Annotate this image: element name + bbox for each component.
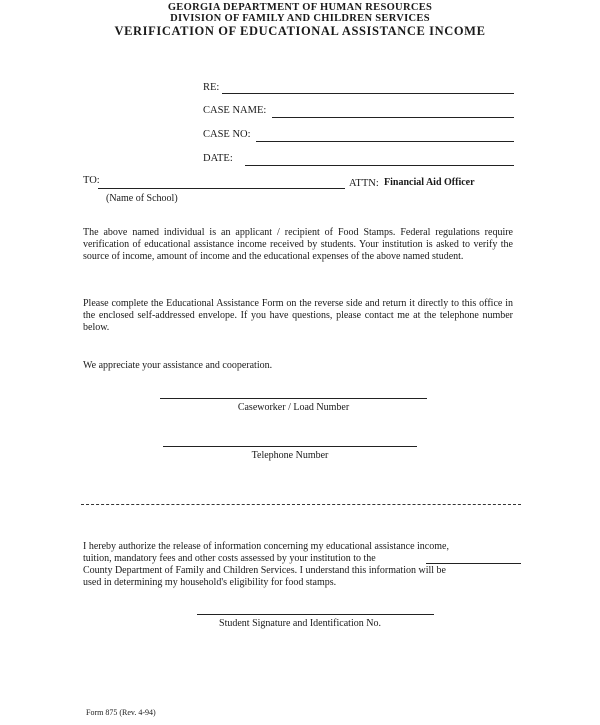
date-input-line[interactable]: [245, 165, 514, 166]
paragraph-instructions: Please complete the Educational Assistance Form on the reverse side and return it directly to this office in the enclosed self-addressed envelope. If you have questions, please contact me at the telephone number below.: [83, 298, 513, 333]
school-caption: (Name of School): [106, 193, 178, 204]
paragraph-intro: The above named individual is an applicant / recipient of Food Stamps. Federal regulations require verification of educational assistance income received by students. Your institution is asked to verify the source of income, amount of income and the educational expenses of the above named student.: [83, 227, 513, 262]
to-label: TO:: [83, 175, 100, 186]
re-input-line[interactable]: [222, 93, 514, 94]
telephone-line[interactable]: [163, 446, 417, 447]
date-label: DATE:: [203, 153, 233, 164]
student-signature-caption: Student Signature and Identification No.: [219, 618, 381, 629]
division-name: DIVISION OF FAMILY AND CHILDREN SERVICES: [170, 13, 430, 24]
case-no-label: CASE NO:: [203, 129, 251, 140]
separator-dashed-line: [81, 504, 521, 505]
paragraph-thanks: We appreciate your assistance and cooperation.: [83, 360, 273, 371]
caseworker-signature-line[interactable]: [160, 398, 427, 399]
authorization-line-4: used in determining my household's eligibility for food stamps.: [83, 577, 337, 588]
school-name-input-line[interactable]: [98, 188, 345, 189]
county-input-line[interactable]: [426, 563, 521, 564]
telephone-caption: Telephone Number: [251, 450, 329, 461]
authorization-line-2: tuition, mandatory fees and other costs assessed by your institution to the: [83, 553, 376, 564]
authorization-line-3: County Department of Family and Children Services. I understand this information will be: [83, 565, 446, 576]
re-label: RE:: [203, 82, 220, 93]
form-number: Form 875 (Rev. 4-94): [86, 708, 156, 717]
authorization-line-1: I hereby authorize the release of information concerning my educational assistance income,: [83, 541, 449, 552]
attn-value: Financial Aid Officer: [384, 177, 475, 188]
student-signature-line[interactable]: [197, 614, 434, 615]
department-name: GEORGIA DEPARTMENT OF HUMAN RESOURCES: [167, 2, 433, 13]
attn-label: ATTN:: [349, 178, 379, 189]
form-title: VERIFICATION OF EDUCATIONAL ASSISTANCE INCOME: [114, 24, 486, 38]
case-name-label: CASE NAME:: [203, 105, 267, 116]
caseworker-caption: Caseworker / Load Number: [237, 402, 350, 413]
case-no-input-line[interactable]: [256, 141, 514, 142]
case-name-input-line[interactable]: [272, 117, 514, 118]
